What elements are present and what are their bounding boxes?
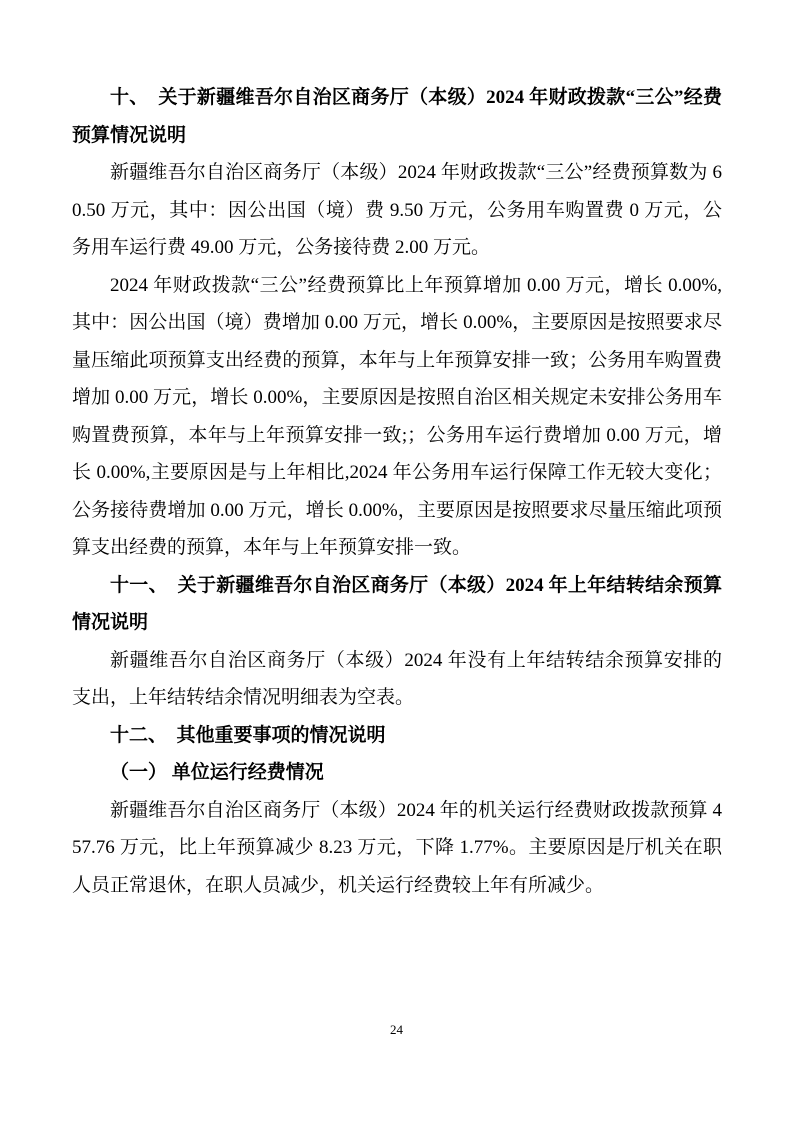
section-sangong-budget bbox=[72, 79, 722, 567]
page-number: 24 bbox=[390, 1022, 403, 1037]
paragraph-sangong-yearly-change: 2024 年财政拨款“三公”经费预算比上年预算增加 0.00 万元，增长 0.00%,其中：因公出国（境）费增加 0.00 万元，增长 0.00%，主要原因是按照要求尽量压缩此项预算支出经费的预算，本年与上年预算安排一致；公务用车购置费增加 0.00 万元，增长 0.00%，主要原因是按照自治区相关规定未安排公务用车购置费预算，本年与上年预算安排一致;；公务用车运行费增加 0.00 万元，增长 0.00%,主要原因是与上年相比,2024 年公务用车运行保障工作无较大变化；公务接待费增加 0.00 万元，增长 0.00%，主要原因是按照要求尽量压缩此项预算支出经费的预算，本年与上年预算安排一致。 bbox=[72, 274, 722, 558]
section-heading-carryover-budget: 十一、 关于新疆维吾尔自治区商务厅（本级）2024 年上年结转结余预算情况说明 bbox=[72, 574, 722, 633]
paragraph-sangong-totals: 新疆维吾尔自治区商务厅（本级）2024 年财政拨款“三公”经费预算数为 60.50 万元，其中：因公出国（境）费 9.50 万元，公务用车购置费 0 万元，公务用车运行费 49.00 万元，公务接待费 2.00 万元。 bbox=[72, 162, 722, 258]
section-heading-other-important-matters: 十二、 其他重要事项的情况说明 bbox=[110, 724, 386, 746]
section-other-important-matters bbox=[72, 717, 722, 905]
paragraph-carryover-note: 新疆维吾尔自治区商务厅（本级）2024 年没有上年结转结余预算安排的支出，上年结转结余情况明细表为空表。 bbox=[72, 649, 722, 708]
subsection-heading-operating-expenses: （一） 单位运行经费情况 bbox=[110, 762, 324, 783]
paragraph-operating-expenses: 新疆维吾尔自治区商务厅（本级）2024 年的机关运行经费财政拨款预算 457.76 万元，比上年预算减少 8.23 万元，下降 1.77%。主要原因是厅机关在职人员正常退休，在职人员减少，机关运行经费较上年有所减少。 bbox=[72, 799, 722, 896]
section-heading-sangong-budget: 十、 关于新疆维吾尔自治区商务厅（本级）2024 年财政拨款“三公”经费预算情况说明 bbox=[72, 87, 722, 146]
section-carryover-budget bbox=[72, 567, 722, 717]
